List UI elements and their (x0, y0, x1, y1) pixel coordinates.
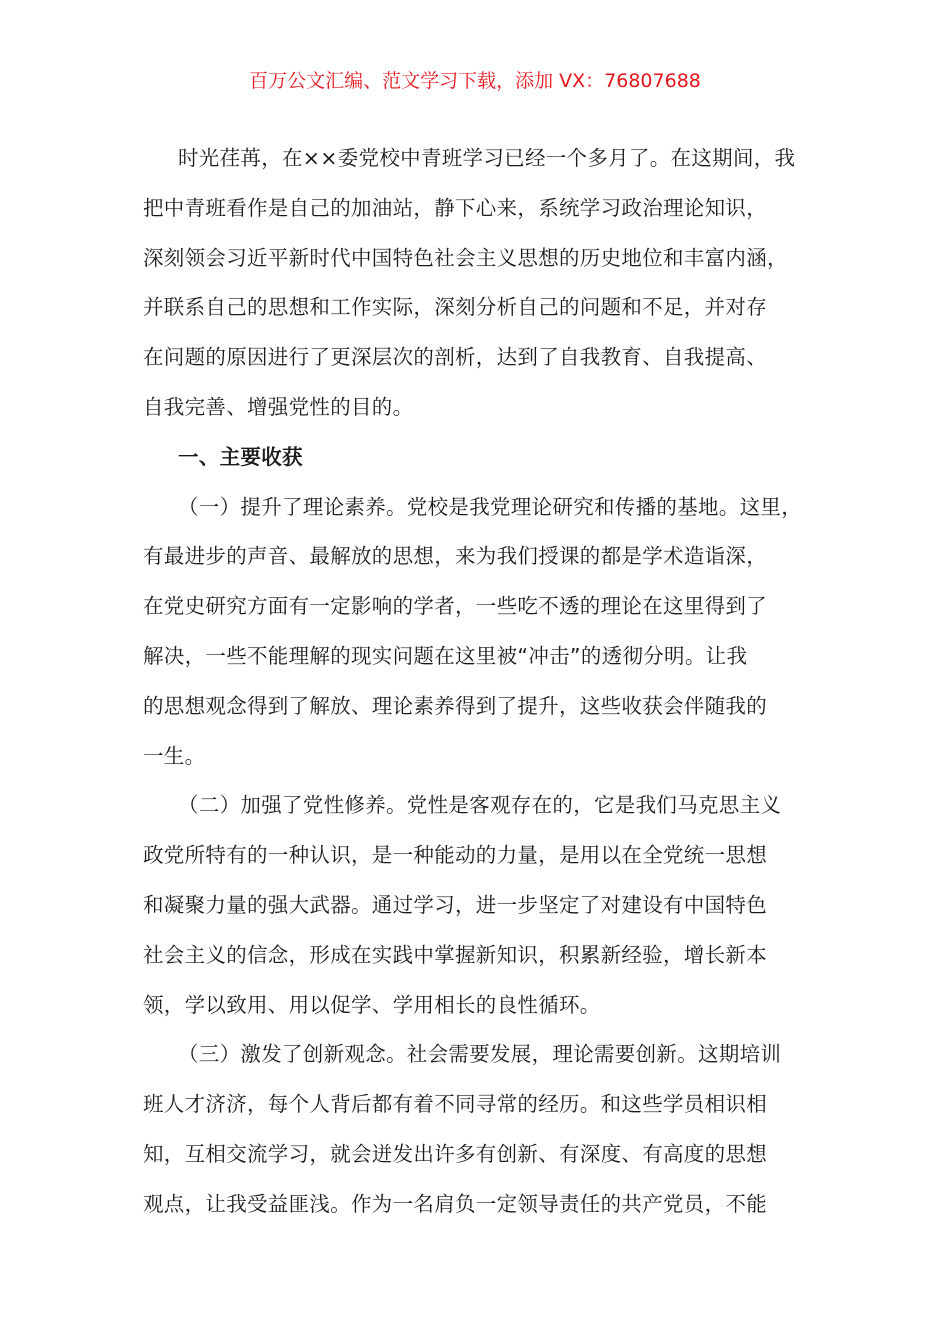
paragraph-line: 班人才济济，每个人背后都有着不同寻常的经历。和这些学员相识相 (143, 1092, 767, 1117)
paragraph-line: 解决，一些不能理解的现实问题在这里被“冲击”的透彻分明。让我 (143, 643, 748, 668)
document-body (143, 134, 833, 1230)
paragraph-line: （二）加强了党性修养。党性是客观存在的，它是我们马克思主义 (178, 793, 782, 818)
watermark-header: 百万公文汇编、范文学习下载，添加 VX：76807688 (249, 70, 701, 92)
paragraph-line: 观点，让我受益匪浅。作为一名肩负一定领导责任的共产党员，不能 (143, 1191, 767, 1216)
paragraph-line: 政党所特有的一种认识，是一种能动的力量，是用以在全党统一思想 (143, 843, 767, 868)
paragraph-line: 在问题的原因进行了更深层次的剖析，达到了自我教育、自我提高、 (143, 345, 767, 370)
paragraph-line: 并联系自己的思想和工作实际，深刻分析自己的问题和不足，并对存 (143, 295, 767, 320)
paragraph-line: 深刻领会习近平新时代中国特色社会主义思想的历史地位和丰富内涵， (143, 245, 788, 270)
paragraph-line: 和凝聚力量的强大武器。通过学习，进一步坚定了对建设有中国特色 (143, 892, 767, 917)
paragraph-line: 领，学以致用、用以促学、学用相长的良性循环。 (143, 992, 601, 1017)
paragraph-line: 社会主义的信念，形成在实践中掌握新知识，积累新经验，增长新本 (143, 942, 767, 967)
section-heading: 一、主要收获 (178, 444, 303, 469)
paragraph-line: （一）提升了理论素养。党校是我党理论研究和传播的基地。这里， (178, 494, 802, 519)
paragraph-line: 把中青班看作是自己的加油站，静下心来，系统学习政治理论知识， (143, 195, 767, 220)
paragraph-line: 知，互相交流学习，就会迸发出许多有创新、有深度、有高度的思想 (143, 1141, 767, 1166)
paragraph-line: 在党史研究方面有一定影响的学者，一些吃不透的理论在这里得到了 (143, 594, 767, 619)
paragraph-line: 的思想观念得到了解放、理论素养得到了提升，这些收获会伴随我的 (143, 693, 767, 718)
paragraph-line: 时光荏苒，在××委党校中青班学习已经一个多月了。在这期间，我 (178, 146, 796, 170)
paragraph-line: 自我完善、增强党性的目的。 (143, 394, 414, 419)
paragraph-line: 一生。 (143, 743, 206, 768)
paragraph-line: （三）激发了创新观念。社会需要发展，理论需要创新。这期培训 (178, 1042, 782, 1067)
paragraph-line: 有最进步的声音、最解放的思想，来为我们授课的都是学术造诣深， (143, 544, 767, 569)
